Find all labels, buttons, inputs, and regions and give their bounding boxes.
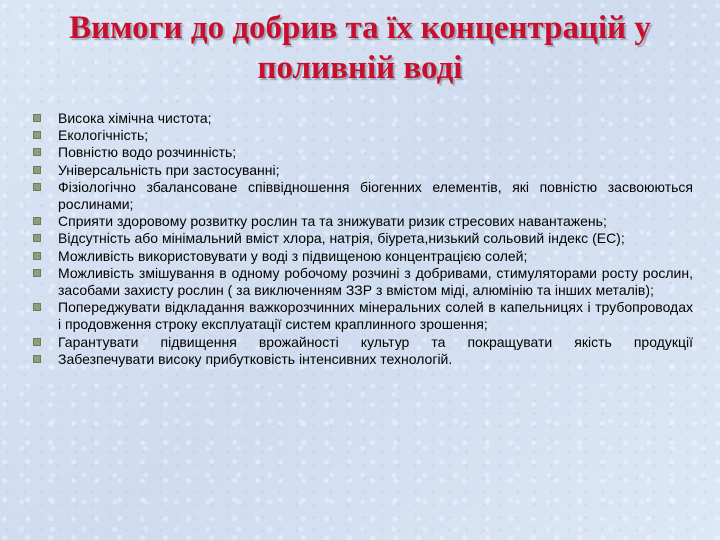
list-item-text: Можливість змішування в одному робочому розчині з добривами, стимуляторами росту рослин, засобами захисту рослин ( за виключенням ЗЗР з вмістом міді, алюмінію та інших металів); <box>58 264 693 299</box>
square-bullet-icon <box>33 166 41 174</box>
list-item-text: Забезпечувати високу прибутковість інтенсивних технологій. <box>58 350 453 367</box>
square-bullet-icon <box>33 252 41 260</box>
list-item <box>33 248 693 265</box>
square-bullet-icon <box>33 131 41 139</box>
list-item-text: Висока хімічна чистота; <box>58 110 212 126</box>
list-item-text: Попереджувати відкладання важкорозчинних мінеральних солей в капельницях і трубопроводах і продовження строку експлуатації систем краплинного зрошення; <box>58 299 693 333</box>
list-item-text: Гарантувати підвищення врожайності культур та покращувати якість продукції <box>58 333 693 350</box>
list-item <box>33 334 693 351</box>
square-bullet-icon <box>33 217 41 225</box>
list-item <box>33 162 693 179</box>
list-item <box>33 351 693 368</box>
square-bullet-icon <box>33 269 41 277</box>
square-bullet-icon <box>33 338 41 346</box>
square-bullet-icon <box>33 303 41 311</box>
list-item <box>33 230 693 247</box>
square-bullet-icon <box>33 148 41 156</box>
list-item <box>33 110 693 127</box>
slide-title: Вимоги до добрив та їх концентрацій у поливній воді <box>69 10 651 86</box>
list-item-text: Фізіологічно збалансоване співвідношення біогенних елементів, які повністю засвоюються рослинами; <box>58 178 693 213</box>
list-item-text: Універсальність при застосуванні; <box>58 161 280 178</box>
list-item <box>33 144 693 161</box>
list-item <box>33 265 693 299</box>
square-bullet-icon <box>33 183 41 191</box>
list-item-text: Сприяти здоровому розвитку рослин та та знижувати ризик стресових навантажень; <box>58 213 607 230</box>
list-item <box>33 127 693 144</box>
list-item-text: Повністю водо розчинність; <box>58 144 237 161</box>
list-item <box>33 213 693 230</box>
square-bullet-icon <box>33 114 41 122</box>
list-item-text: Можливість використовувати у воді з підвищеною концентрацією солей; <box>58 247 528 264</box>
list-item <box>33 179 693 213</box>
list-item-text: Відсутність або мінімальний вміст хлора, натрія, біурета,низький сольовий індекс (ЕС); <box>58 230 625 247</box>
square-bullet-icon <box>33 355 41 363</box>
square-bullet-icon <box>33 234 41 242</box>
bullet-list <box>33 110 693 368</box>
list-item-text: Екологічність; <box>58 127 149 144</box>
list-item <box>33 299 693 333</box>
